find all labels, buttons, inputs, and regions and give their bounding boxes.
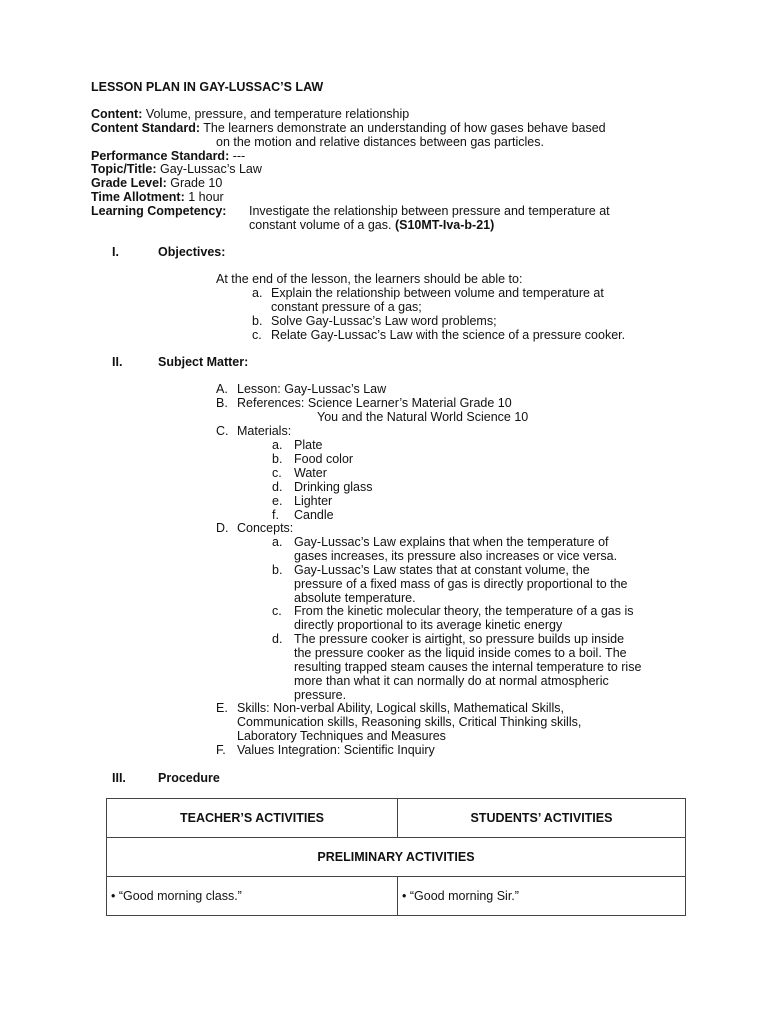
- performance-standard-row: [91, 149, 245, 163]
- skills-text-1: Skills: Non-verbal Ability, Logical skills, Mathematical Skills,: [237, 701, 564, 715]
- objective-b-letter: b.: [252, 314, 263, 328]
- references-text-2: You and the Natural World Science 10: [317, 410, 529, 424]
- subject-matter-numeral: II.: [112, 355, 123, 369]
- table-row: [107, 877, 686, 916]
- concept-d-text-3: resulting trapped steam causes the internal temperature to rise: [294, 660, 642, 674]
- objective-a-text-1: Explain the relationship between volume and temperature at: [271, 286, 604, 300]
- time-allotment-row: [91, 190, 224, 204]
- section-row: [107, 838, 686, 877]
- performance-standard-label: Performance Standard:: [91, 149, 230, 163]
- grade-level-label: Grade Level:: [91, 176, 167, 190]
- teacher-activity-cell: [107, 877, 398, 916]
- skills-letter: E.: [216, 701, 228, 715]
- material-d-letter: d.: [272, 480, 283, 494]
- material-f-text: Candle: [294, 508, 334, 522]
- bullet-icon: •: [111, 889, 116, 903]
- document-title: LESSON PLAN IN GAY-LUSSAC’S LAW: [91, 80, 324, 94]
- material-b-letter: b.: [272, 452, 283, 466]
- time-allotment-value: 1 hour: [188, 190, 224, 204]
- objective-b-text: Solve Gay-Lussac’s Law word problems;: [271, 314, 497, 328]
- concept-b-text-1: Gay-Lussac’s Law states that at constant volume, the: [294, 563, 590, 577]
- concept-d-text-5: pressure.: [294, 688, 347, 702]
- topic-value: Gay-Lussac’s Law: [160, 162, 262, 176]
- concept-b-text-2: pressure of a fixed mass of gas is directly proportional to the: [294, 577, 628, 591]
- grade-level-value: Grade 10: [170, 176, 223, 190]
- learning-competency-value-2-row: [249, 218, 494, 232]
- materials-letter: C.: [216, 424, 229, 438]
- material-a-letter: a.: [272, 438, 283, 452]
- table-header-row: [107, 799, 686, 838]
- lesson-letter: A.: [216, 382, 228, 396]
- concept-d-letter: d.: [272, 632, 283, 646]
- references-letter: B.: [216, 396, 228, 410]
- concept-c-text-1: From the kinetic molecular theory, the temperature of a gas is: [294, 604, 634, 618]
- bullet-icon: •: [402, 889, 407, 903]
- concept-a-text-2: gases increases, its pressure also increases or vice versa.: [294, 549, 618, 563]
- material-e-letter: e.: [272, 494, 283, 508]
- teacher-activities-header: TEACHER’S ACTIVITIES: [107, 799, 398, 838]
- time-allotment-label: Time Allotment:: [91, 190, 185, 204]
- content-standard-value-1: The learners demonstrate an understanding of how gases behave based: [203, 121, 606, 135]
- concept-c-text-2: directly proportional to its average kinetic energy: [294, 618, 563, 632]
- learning-competency-value-2: constant volume of a gas.: [249, 218, 392, 232]
- performance-standard-value: ---: [232, 149, 246, 163]
- grade-level-row: [91, 176, 222, 190]
- concept-d-text-1: The pressure cooker is airtight, so pressure builds up inside: [294, 632, 625, 646]
- learning-competency-code: (S10MT-Iva-b-21): [394, 218, 495, 232]
- procedure-table: [106, 798, 686, 916]
- concept-d-text-2: the pressure cooker as the liquid inside comes to a boil. The: [294, 646, 627, 660]
- preliminary-activities-heading: PRELIMINARY ACTIVITIES: [107, 838, 686, 877]
- references-text-1: References: Science Learner’s Material Grade 10: [237, 396, 512, 410]
- values-letter: F.: [216, 743, 226, 757]
- concept-d-text-4: more than what it can normally do at normal atmospheric: [294, 674, 609, 688]
- concept-c-letter: c.: [272, 604, 282, 618]
- skills-text-2: Communication skills, Reasoning skills, Critical Thinking skills,: [237, 715, 582, 729]
- student-activity-text: “Good morning Sir.”: [409, 889, 519, 903]
- concept-b-letter: b.: [272, 563, 283, 577]
- concept-b-text-3: absolute temperature.: [294, 591, 416, 605]
- material-e-text: Lighter: [294, 494, 333, 508]
- lesson-text: Lesson: Gay-Lussac’s Law: [237, 382, 387, 396]
- concepts-letter: D.: [216, 521, 229, 535]
- students-activities-header: STUDENTS’ ACTIVITIES: [398, 799, 686, 838]
- material-f-letter: f.: [272, 508, 279, 522]
- content-label: Content:: [91, 107, 143, 121]
- content-standard-value-2: on the motion and relative distances between gas particles.: [216, 135, 544, 149]
- objective-c-text: Relate Gay-Lussac’s Law with the science of a pressure cooker.: [271, 328, 626, 342]
- values-text: Values Integration: Scientific Inquiry: [237, 743, 435, 757]
- content-value: Volume, pressure, and temperature relationship: [145, 107, 410, 121]
- content-row: [91, 107, 409, 121]
- procedure-heading: Procedure: [158, 771, 220, 785]
- concept-a-text-1: Gay-Lussac’s Law explains that when the temperature of: [294, 535, 609, 549]
- objective-c-letter: c.: [252, 328, 262, 342]
- objective-a-text-2: constant pressure of a gas;: [271, 300, 422, 314]
- procedure-numeral: III.: [112, 771, 126, 785]
- teacher-activity-text: “Good morning class.”: [118, 889, 242, 903]
- objectives-heading: Objectives:: [158, 245, 226, 259]
- skills-text-3: Laboratory Techniques and Measures: [237, 729, 446, 743]
- concept-a-letter: a.: [272, 535, 283, 549]
- learning-competency-label: Learning Competency:: [91, 204, 227, 218]
- content-standard-label: Content Standard:: [91, 121, 201, 135]
- material-c-text: Water: [294, 466, 327, 480]
- topic-label: Topic/Title:: [91, 162, 157, 176]
- material-d-text: Drinking glass: [294, 480, 373, 494]
- learning-competency-value-1: Investigate the relationship between pressure and temperature at: [249, 204, 610, 218]
- materials-label: Materials:: [237, 424, 292, 438]
- subject-matter-heading: Subject Matter:: [158, 355, 249, 369]
- objective-a-letter: a.: [252, 286, 263, 300]
- concepts-label: Concepts:: [237, 521, 294, 535]
- material-b-text: Food color: [294, 452, 354, 466]
- content-standard-row: [91, 121, 606, 135]
- material-a-text: Plate: [294, 438, 323, 452]
- topic-row: [91, 162, 262, 176]
- material-c-letter: c.: [272, 466, 282, 480]
- objectives-numeral: I.: [112, 245, 119, 259]
- student-activity-cell: [398, 877, 686, 916]
- objectives-intro: At the end of the lesson, the learners should be able to:: [216, 272, 523, 286]
